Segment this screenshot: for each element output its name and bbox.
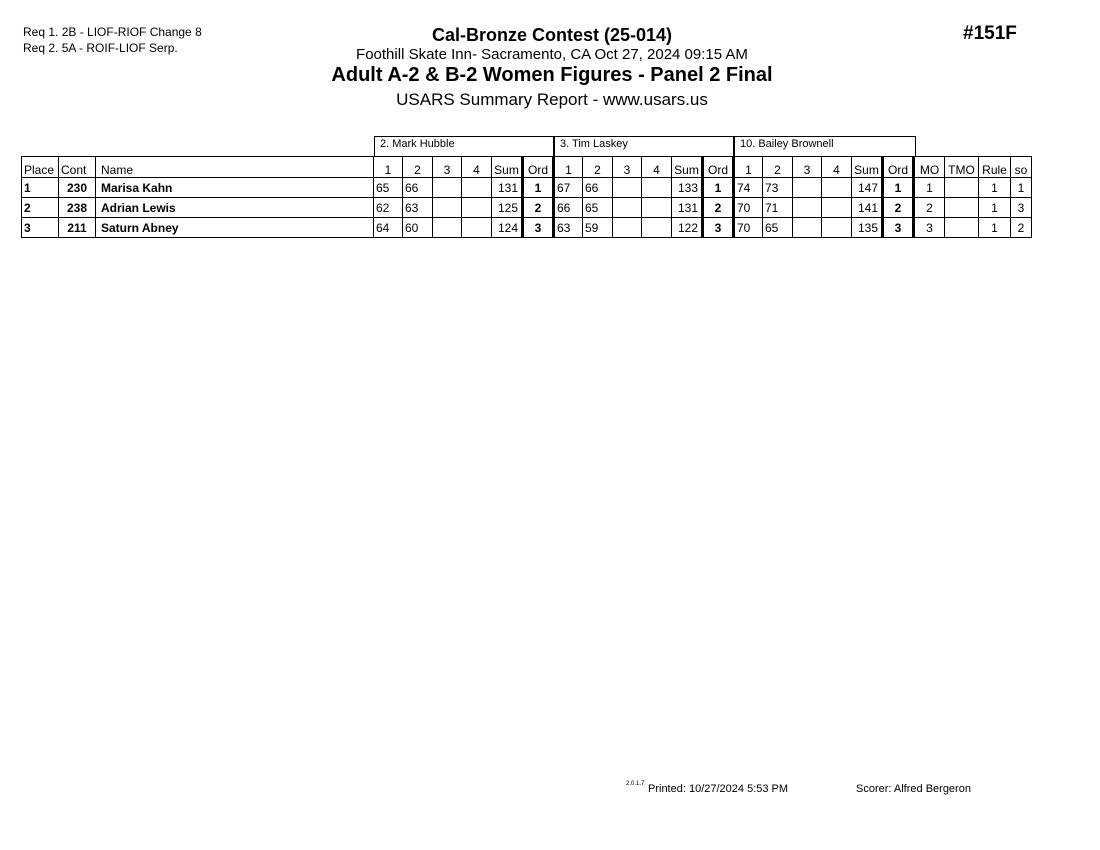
score-cell <box>793 218 822 238</box>
score-cell: 63 <box>403 198 433 218</box>
ord-cell: 1 <box>703 178 734 198</box>
name-cell: Marisa Kahn <box>96 178 374 198</box>
col-j2-score3: 3 <box>613 157 642 178</box>
ord-cell: 1 <box>523 178 554 198</box>
place-cell: 1 <box>22 178 59 198</box>
col-so: so <box>1011 157 1032 178</box>
col-j1-ord: Ord <box>523 157 554 178</box>
place-cell: 3 <box>22 218 59 238</box>
score-cell <box>822 218 852 238</box>
ord-cell: 1 <box>883 178 914 198</box>
sum-cell: 147 <box>852 178 883 198</box>
sum-cell: 135 <box>852 218 883 238</box>
name-cell: Adrian Lewis <box>96 198 374 218</box>
score-cell <box>793 198 822 218</box>
score-cell: 66 <box>583 178 613 198</box>
software-version: 2.0.1.7 <box>626 781 645 787</box>
rule-cell: 1 <box>979 178 1011 198</box>
requirement-1: Req 1. 2B - LIOF-RIOF Change 8 <box>23 25 202 39</box>
score-cell <box>613 178 642 198</box>
score-cell: 70 <box>734 218 763 238</box>
col-tmo: TMO <box>945 157 979 178</box>
header-row <box>22 157 1032 178</box>
table-row <box>22 178 1032 198</box>
mo-cell: 1 <box>914 178 945 198</box>
place-cell: 2 <box>22 198 59 218</box>
rule-cell: 1 <box>979 198 1011 218</box>
col-j3-score3: 3 <box>793 157 822 178</box>
table-row <box>22 198 1032 218</box>
col-place: Place <box>22 157 59 178</box>
contest-title: Cal-Bronze Contest (25-014) <box>431 25 673 45</box>
score-cell <box>793 178 822 198</box>
results-table <box>21 156 1032 238</box>
cont-cell: 238 <box>59 198 96 218</box>
col-j2-score2: 2 <box>583 157 613 178</box>
score-cell: 66 <box>403 178 433 198</box>
col-j2-score4: 4 <box>642 157 672 178</box>
col-j1-score1: 1 <box>374 157 403 178</box>
score-cell <box>433 198 462 218</box>
col-j3-score1: 1 <box>734 157 763 178</box>
sum-cell: 131 <box>672 198 703 218</box>
col-mo: MO <box>914 157 945 178</box>
score-cell: 74 <box>734 178 763 198</box>
col-j1-score2: 2 <box>403 157 433 178</box>
rule-cell: 1 <box>979 218 1011 238</box>
tmo-cell <box>945 178 979 198</box>
ord-cell: 3 <box>703 218 734 238</box>
score-cell <box>613 218 642 238</box>
ord-cell: 3 <box>523 218 554 238</box>
col-j3-score4: 4 <box>822 157 852 178</box>
event-title: Adult A-2 & B-2 Women Figures - Panel 2 Final <box>331 64 773 86</box>
col-j2-score1: 1 <box>554 157 583 178</box>
table-row <box>22 218 1032 238</box>
score-cell <box>642 178 672 198</box>
score-cell: 73 <box>763 178 793 198</box>
col-j2-sum: Sum <box>672 157 703 178</box>
scorer-name: Scorer: Alfred Bergeron <box>856 783 971 795</box>
ord-cell: 2 <box>883 198 914 218</box>
score-cell: 65 <box>583 198 613 218</box>
col-j2-ord: Ord <box>703 157 734 178</box>
col-name: Name <box>96 157 374 178</box>
col-j3-ord: Ord <box>883 157 914 178</box>
so-cell: 1 <box>1011 178 1032 198</box>
mo-cell: 3 <box>914 218 945 238</box>
col-j3-sum: Sum <box>852 157 883 178</box>
judge-header-1: 2. Mark Hubble <box>374 136 554 156</box>
col-j3-score2: 2 <box>763 157 793 178</box>
score-cell <box>642 198 672 218</box>
printed-timestamp: Printed: 10/27/2024 5:53 PM <box>648 783 789 795</box>
score-cell: 70 <box>734 198 763 218</box>
score-cell <box>462 198 492 218</box>
mo-cell: 2 <box>914 198 945 218</box>
score-cell <box>822 198 852 218</box>
sum-cell: 122 <box>672 218 703 238</box>
judge-header-3: 10. Bailey Brownell <box>734 136 916 156</box>
ord-cell: 2 <box>703 198 734 218</box>
col-j1-sum: Sum <box>492 157 523 178</box>
score-cell <box>462 218 492 238</box>
venue-date-line: Foothill Skate Inn- Sacramento, CA Oct 27, 2024 09:15 AM <box>356 46 748 63</box>
score-cell <box>822 178 852 198</box>
score-cell <box>613 198 642 218</box>
sum-cell: 141 <box>852 198 883 218</box>
tmo-cell <box>945 218 979 238</box>
score-cell <box>642 218 672 238</box>
score-cell: 60 <box>403 218 433 238</box>
col-rule: Rule <box>979 157 1011 178</box>
judge-header-2: 3. Tim Laskey <box>554 136 734 156</box>
score-cell <box>433 218 462 238</box>
col-cont: Cont <box>59 157 96 178</box>
score-cell <box>462 178 492 198</box>
score-cell: 65 <box>374 178 403 198</box>
score-cell: 71 <box>763 198 793 218</box>
sum-cell: 131 <box>492 178 523 198</box>
requirement-2: Req 2. 5A - ROIF-LIOF Serp. <box>23 41 178 55</box>
sum-cell: 125 <box>492 198 523 218</box>
score-cell: 59 <box>583 218 613 238</box>
so-cell: 3 <box>1011 198 1032 218</box>
ord-cell: 3 <box>883 218 914 238</box>
score-cell: 64 <box>374 218 403 238</box>
score-cell: 62 <box>374 198 403 218</box>
ord-cell: 2 <box>523 198 554 218</box>
so-cell: 2 <box>1011 218 1032 238</box>
sum-cell: 133 <box>672 178 703 198</box>
report-title: USARS Summary Report - www.usars.us <box>396 90 708 109</box>
score-cell: 66 <box>554 198 583 218</box>
cont-cell: 211 <box>59 218 96 238</box>
cont-cell: 230 <box>59 178 96 198</box>
name-cell: Saturn Abney <box>96 218 374 238</box>
score-cell: 63 <box>554 218 583 238</box>
col-j1-score4: 4 <box>462 157 492 178</box>
tmo-cell <box>945 198 979 218</box>
score-cell: 65 <box>763 218 793 238</box>
score-cell: 67 <box>554 178 583 198</box>
event-number: #151F <box>963 23 1017 44</box>
sum-cell: 124 <box>492 218 523 238</box>
score-cell <box>433 178 462 198</box>
col-j1-score3: 3 <box>433 157 462 178</box>
